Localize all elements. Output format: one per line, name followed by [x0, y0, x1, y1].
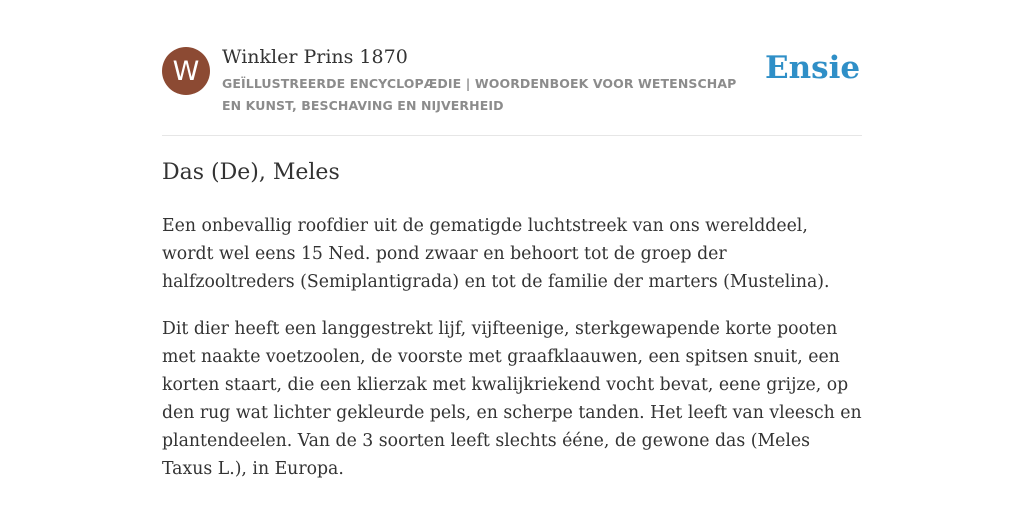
source-avatar[interactable]: W: [162, 47, 210, 95]
entry-paragraph-1: Een onbevallig roofdier uit de gematigde luchtstreek van ons werelddeel, wordt wel eens 15 Ned. pond zwaar en behoort tot de groep der halfzooltreders (Semiplantigrada) en tot de familie der marters (Mustelina).: [162, 216, 830, 292]
ensie-logo[interactable]: Ensie: [765, 50, 861, 86]
source-subtitle: GEÏLLUSTREERDE ENCYCLOPÆDIE | WOORDENBOEK VOOR WETENSCHAP EN KUNST, BESCHAVING EN NIJVERHEID: [222, 76, 737, 113]
entry-paragraph-2: Dit dier heeft een langgestrekt lijf, vijfteenige, sterkgewapende korte pooten met naakte voetzoolen, de voorste met graafklaauwen, een spitsen snuit, een korten staart, die een klierzak met kwalijkriekend vocht bevat, eene grijze, op den rug wat lichter gekleurde pels, en scherpe tanden. Het leeft van vleesch en plantendeelen. Van de 3 soorten leeft slechts ééne, de gewone das (Meles Taxus L.), in Europa.: [162, 319, 862, 479]
entry-title: Das (De), Meles: [162, 160, 340, 185]
header-divider: [162, 135, 862, 136]
source-title[interactable]: Winkler Prins 1870: [222, 46, 408, 68]
